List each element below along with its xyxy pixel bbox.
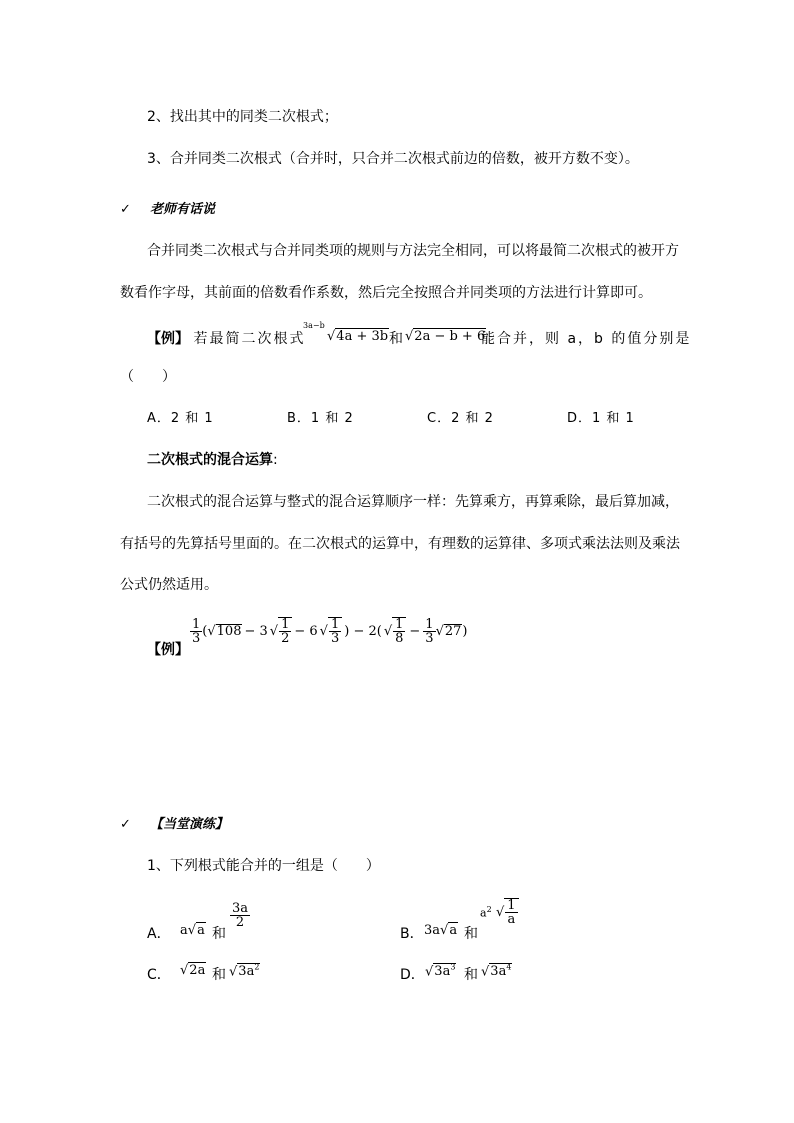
example-text-b: 能合并，则 a，b 的值分别是 [481, 331, 692, 347]
example-and: 和 [389, 331, 403, 347]
practice-option-a-label: A． [147, 926, 171, 942]
fraction: $\frac{1}{2}$ [278, 617, 292, 645]
check-icon: ✓ [120, 817, 131, 832]
practice-option-d-expr1: $√3a^3$ [425, 963, 456, 980]
mixed-colon: : [273, 452, 278, 468]
practice-q1: 1、下列根式能合并的一组是（ ） [147, 858, 380, 874]
practice-option-b-radical: √ $\frac{1}{a}$ [496, 898, 519, 926]
option-c: C．2 和 2 [427, 411, 494, 426]
step-3: 3、合并同类二次根式（合并时，只合并二次根式前边的倍数，被开方数不变）。 [147, 151, 639, 167]
mixed-line1: 二次根式的混合运算与整式的混合运算顺序一样：先算乘方，再算乘除，最后算加减， [147, 494, 679, 510]
practice-option-c-expr1: √2a [180, 963, 206, 978]
option-d: D．1 和 1 [567, 411, 635, 426]
practice-option-d-and: 和 [464, 967, 478, 983]
teacher-heading: 老师有话说 [150, 202, 216, 217]
fraction: $\frac{1}{3}$ [425, 616, 434, 646]
practice-option-b-and: 和 [464, 926, 478, 942]
option-a: A．2 和 1 [147, 411, 214, 426]
fraction: $\frac{1}{3}$ [328, 617, 342, 645]
radicand-1: 4a + 3b [336, 329, 389, 344]
mixed-line2: 有括号的先算括号里面的。在二次根式的运算中，有理数的运算律、多项式乘法法则及乘法 [120, 536, 680, 552]
mixed-line3: 公式仍然适用。 [120, 577, 218, 593]
practice-option-a-and: 和 [212, 926, 226, 942]
expression: $\frac{1}{3}$ ( √ 108 − 3 √ $\frac{1}{2}$ − 6 √ $\frac{1}{3}$ ) − 2( √ $\frac{1}{8}$ − $\frac{1}{3}$ √ 27 ) [192, 616, 468, 646]
practice-option-a-expr1: a√a [180, 923, 205, 938]
practice-option-c-label: C． [147, 967, 171, 983]
radical-index: 3a−b [303, 321, 325, 330]
answer-paren: （ ） [120, 369, 176, 385]
radicand-108: 108 [216, 624, 242, 639]
practice-option-b-expr1: 3a√a [424, 923, 458, 938]
radicand-2: 2a − b + 6 [414, 329, 486, 344]
radical-2: √2a − b + 6 [405, 329, 486, 344]
example-1 [147, 332, 305, 346]
practice-option-c-expr2: $√3a^2$ [229, 963, 260, 980]
practice-heading: 【当堂演练】 [150, 817, 229, 832]
practice-option-b-label: B． [400, 926, 424, 942]
practice-option-d-label: D． [400, 967, 425, 983]
example-text-a: 若最简二次根式 [193, 331, 306, 347]
teacher-para-line1: 合并同类二次根式与合并同类项的规则与方法完全相同，可以将最简二次根式的被开方 [147, 243, 679, 259]
fraction: $\frac{1}{8}$ [392, 617, 406, 645]
practice-option-a-fraction: $\frac{3a}{2}$ [232, 901, 249, 930]
example-tag: 【例】 [147, 331, 189, 347]
check-icon: ✓ [120, 202, 131, 217]
mixed-title: 二次根式的混合运算 [147, 452, 273, 468]
example2-tag: 【例】 [147, 642, 189, 658]
practice-option-b-index: $a^2$ [480, 905, 492, 920]
radical-1: √4a + 3b [327, 329, 389, 344]
step-2: 2、找出其中的同类二次根式； [147, 109, 338, 125]
option-b: B．1 和 2 [287, 411, 354, 426]
teacher-para-line2: 数看作字母，其前面的倍数看作系数，然后完全按照合并同类项的方法进行计算即可。 [120, 285, 652, 301]
practice-option-d-expr2: $√3a^4$ [481, 963, 512, 980]
radicand-27: 27 [444, 624, 462, 639]
mixed-heading [147, 453, 278, 467]
practice-option-c-and: 和 [212, 967, 226, 983]
fraction: $\frac{1}{3}$ [192, 616, 201, 646]
